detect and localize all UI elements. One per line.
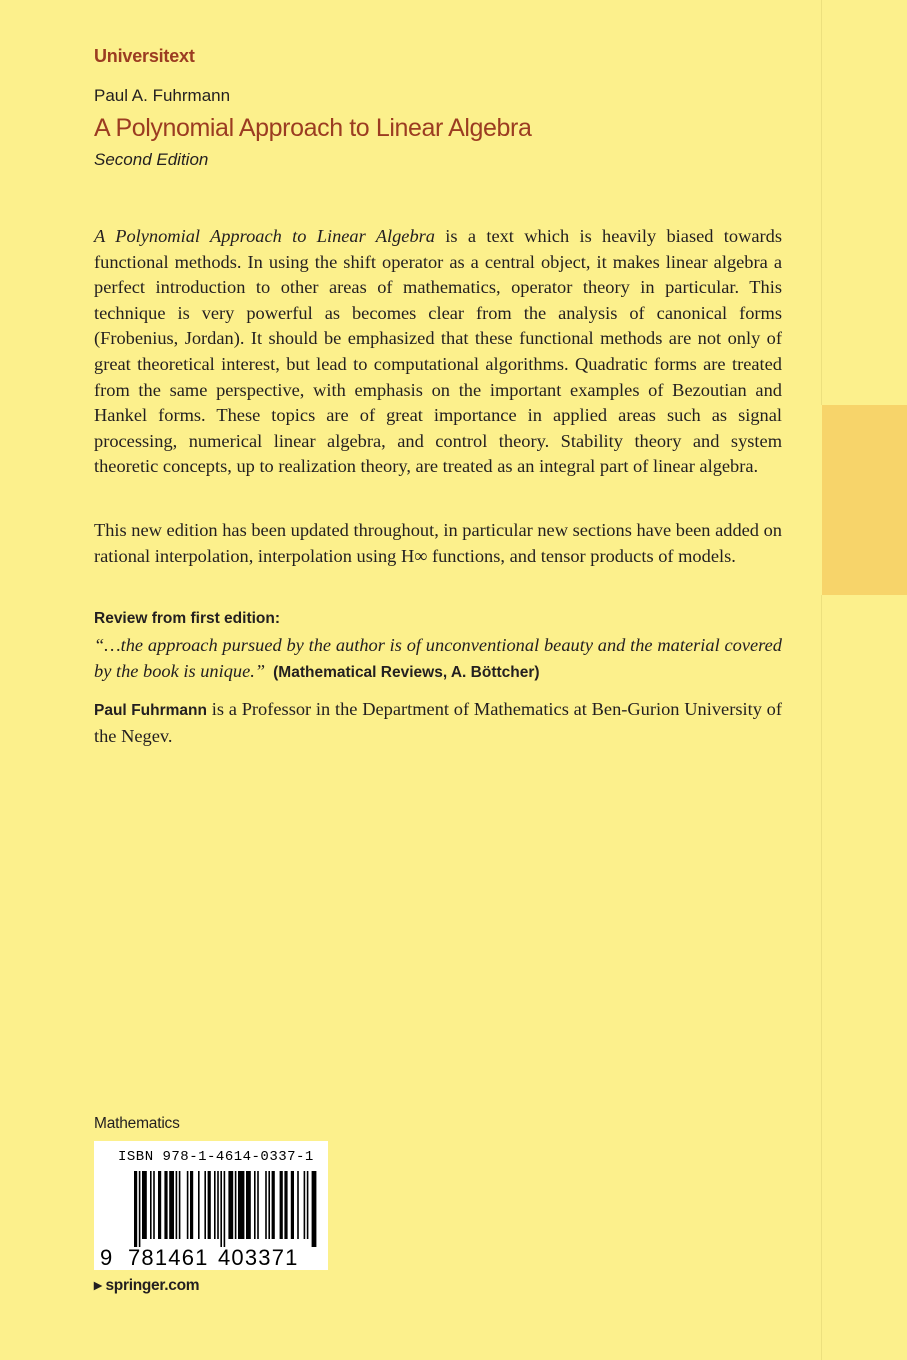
barcode-bar — [268, 1171, 270, 1239]
barcode-bar — [204, 1171, 206, 1239]
barcode-bar — [265, 1171, 267, 1239]
edition-label: Second Edition — [94, 150, 209, 169]
barcode-image — [94, 1141, 328, 1270]
isbn-barcode — [94, 1141, 328, 1270]
edge-band-accent — [822, 405, 907, 595]
barcode-bar — [254, 1171, 256, 1239]
barcode-bar — [238, 1171, 244, 1239]
barcode-bar — [139, 1171, 141, 1247]
barcode-bar — [208, 1171, 211, 1239]
review-quote: “…the approach pursued by the author is of unconventional beauty and the material covered by the book is unique.” — [94, 635, 782, 681]
barcode-bar — [272, 1171, 275, 1239]
barcode-bar — [150, 1171, 152, 1239]
barcode-left-digits: 781461 — [128, 1245, 209, 1270]
barcode-bar — [198, 1171, 200, 1239]
review-quote-block — [94, 633, 782, 685]
barcode-bar — [228, 1171, 233, 1239]
barcode-bar — [220, 1171, 222, 1247]
description-title-italic: A Polynomial Approach to Linear Algebra — [94, 226, 435, 246]
barcode-bar — [280, 1171, 283, 1239]
barcode-bar — [217, 1171, 219, 1239]
barcode-bar — [169, 1171, 174, 1239]
barcode-bar — [176, 1171, 178, 1239]
series-name: Universitext — [94, 46, 195, 66]
barcode-bar — [235, 1171, 237, 1239]
new-edition-paragraph: This new edition has been updated throughout, in particular new sections have been added on rational interpolation, interpolation using H∞ functions, and tensor products of models. — [94, 520, 782, 566]
barcode-bar — [224, 1171, 226, 1247]
edge-band-top — [821, 0, 907, 405]
barcode-bar — [187, 1171, 189, 1239]
publisher-website: ▸ springer.com — [94, 1277, 200, 1294]
barcode-bar — [297, 1171, 299, 1239]
description-paragraph — [94, 224, 782, 480]
subject-label: Mathematics — [94, 1115, 180, 1132]
bio-text: is a Professor in the Department of Mathematics at Ben-Gurion University of the Negev. — [94, 699, 782, 746]
barcode-bar — [142, 1171, 147, 1239]
isbn-text: ISBN 978-1-4614-0337-1 — [118, 1149, 314, 1165]
book-title: A Polynomial Approach to Linear Algebra — [94, 114, 532, 142]
barcode-bar — [291, 1171, 294, 1239]
barcode-bar — [304, 1171, 306, 1239]
barcode-bar — [153, 1171, 155, 1239]
barcode-bar — [214, 1171, 216, 1239]
barcode-bar — [179, 1171, 181, 1239]
barcode-bar — [257, 1171, 259, 1239]
barcode-first-digit: 9 — [100, 1245, 113, 1270]
barcode-bar — [246, 1171, 251, 1239]
author-name: Paul A. Fuhrmann — [94, 86, 231, 105]
review-heading: Review from first edition: — [94, 610, 281, 627]
barcode-bar — [190, 1171, 193, 1239]
edge-band-bottom — [821, 595, 907, 1360]
barcode-bar — [134, 1171, 137, 1247]
barcode-bar — [158, 1171, 161, 1239]
review-source: (Mathematical Reviews, A. Böttcher) — [273, 663, 540, 681]
barcode-bar — [284, 1171, 287, 1239]
barcode-bar — [312, 1171, 317, 1247]
description-text: is a text which is heavily biased towards functional methods. In using the shift operator as a central object, it makes linear algebra a perfect introduction to other areas of mathematics, operator theory in particular. This technique is very powerful as becomes clear from the analysis of canonical forms (Frobenius, Jordan). It should be emphasized that these functional methods are not only of great theoretical interest, but lead to computational algorithms. Quadratic forms are treated from the same perspective, with emphasis on the important examples of Bezoutian and Hankel forms. These topics are of great importance in applied areas such as signal processing, numerical linear algebra, and control theory. Stability theory and system theoretic concepts, up to realization theory, are treated as an integral part of linear algebra. — [94, 226, 782, 477]
barcode-right-digits: 403371 — [218, 1245, 299, 1270]
author-bio — [94, 697, 782, 749]
barcode-bar — [164, 1171, 167, 1239]
barcode-bar — [307, 1171, 309, 1239]
bio-name: Paul Fuhrmann — [94, 702, 207, 719]
